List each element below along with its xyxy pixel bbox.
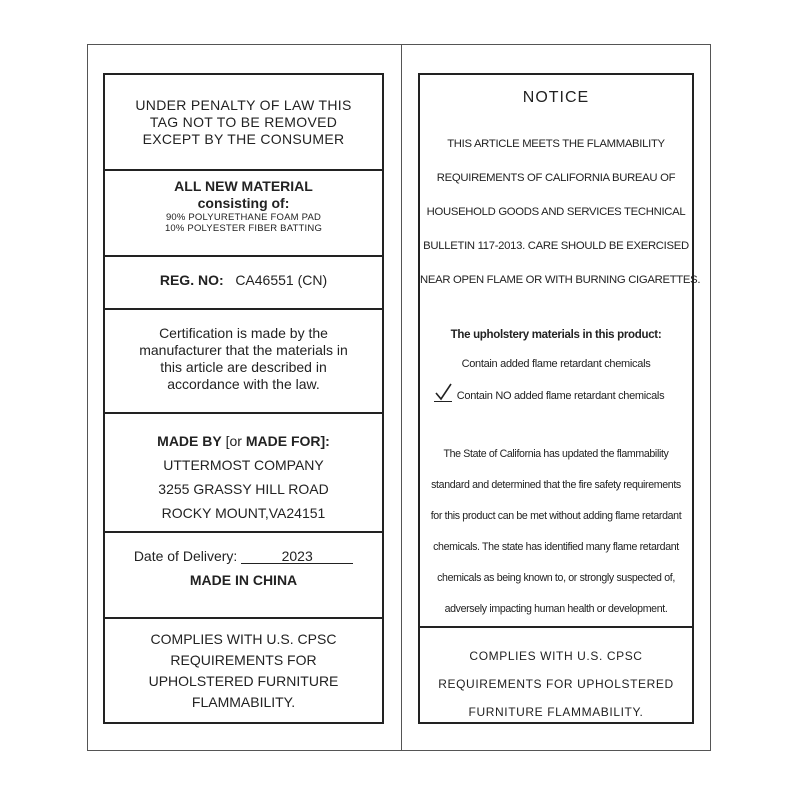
material-heading: ALL NEW MATERIAL: [174, 178, 313, 194]
reg-label: REG. NO:: [159, 272, 224, 288]
delivery-section: [105, 533, 382, 619]
notice-title: NOTICE: [522, 89, 590, 106]
state-line: adversely impacting human health or development.: [444, 603, 668, 615]
made-for-label: MADE FOR]:: [245, 433, 330, 449]
notice-section: [420, 75, 701, 628]
option-no-added-label: Contain NO added flame retardant chemicals: [456, 390, 665, 402]
state-line: chemicals as being known to, or strongly suspected of,: [437, 572, 675, 584]
material-item: 10% POLYESTER FIBER BATTING: [164, 223, 323, 234]
notice-compliance-section: [420, 628, 692, 722]
upholstery-heading: The upholstery materials in this product:: [450, 329, 662, 341]
checkbox-no-added: [434, 383, 452, 402]
made-by-label: MADE BY: [157, 433, 222, 449]
penalty-line: EXCEPT BY THE CONSUMER: [142, 131, 345, 147]
delivery-value: 2023: [241, 549, 353, 564]
penalty-line: UNDER PENALTY OF LAW THIS: [135, 97, 352, 113]
compliance-line: FURNITURE FLAMMABILITY.: [468, 705, 644, 719]
certification-line: accordance with the law.: [167, 376, 320, 392]
compliance-line: REQUIREMENTS FOR: [170, 652, 317, 668]
state-line: for this product can be met without adding flame retardant: [430, 510, 682, 522]
company-line: ROCKY MOUNT,VA24151: [161, 505, 326, 521]
penalty-section: [105, 75, 382, 171]
certification-line: this article are described in: [160, 359, 327, 375]
company-line: UTTERMOST COMPANY: [163, 457, 324, 473]
delivery-label: Date of Delivery:: [133, 548, 238, 564]
reg-value: CA46551 (CN): [235, 272, 328, 288]
check-mark-icon: [435, 383, 452, 401]
compliance-section: [105, 619, 382, 722]
notice-line: THIS ARTICLE MEETS THE FLAMMABILITY: [447, 138, 665, 150]
delivery-row: [105, 545, 382, 567]
option-added-chemicals: Contain added flame retardant chemicals: [461, 358, 651, 370]
consisting-label: consisting of:: [197, 195, 290, 211]
made-by-or: [or: [225, 433, 242, 449]
manufacturer-section: [105, 414, 382, 533]
notice-line: REQUIREMENTS OF CALIFORNIA BUREAU OF: [436, 172, 676, 184]
notice-body: [420, 127, 701, 297]
company-line: 3255 GRASSY HILL ROAD: [158, 481, 329, 497]
certification-line: manufacturer that the materials in: [139, 342, 348, 358]
compliance-line: FLAMMABILITY.: [191, 694, 296, 710]
state-line: chemicals. The state has identified many flame retardant: [433, 541, 679, 553]
notice-label-panel: [418, 73, 701, 724]
notice-line: BULLETIN 117-2013. CARE SHOULD BE EXERCISED: [423, 240, 689, 252]
compliance-line: COMPLIES WITH U.S. CPSC: [150, 631, 337, 647]
material-item: 90% POLYURETHANE FOAM PAD: [165, 212, 322, 223]
notice-line: HOUSEHOLD GOODS AND SERVICES TECHNICAL: [426, 206, 686, 218]
option-no-added-chemicals: [434, 383, 664, 402]
state-statement: [420, 439, 692, 625]
origin-text: MADE IN CHINA: [189, 572, 298, 588]
law-label-panel: [103, 73, 384, 724]
compliance-line: REQUIREMENTS FOR UPHOLSTERED: [438, 677, 674, 691]
material-section: [105, 171, 382, 257]
made-by-heading: [105, 429, 382, 453]
state-line: standard and determined that the fire safety requirements: [431, 479, 681, 491]
center-fold-line: [401, 44, 402, 751]
compliance-line: COMPLIES WITH U.S. CPSC: [469, 649, 643, 663]
penalty-line: TAG NOT TO BE REMOVED: [149, 114, 338, 130]
notice-line: NEAR OPEN FLAME OR WITH BURNING CIGARETTES.: [420, 274, 701, 286]
compliance-line: UPHOLSTERED FURNITURE: [148, 673, 339, 689]
registration-section: [105, 257, 382, 310]
certification-section: [105, 310, 382, 414]
state-line: The State of California has updated the flammability: [443, 448, 669, 460]
certification-line: Certification is made by the: [159, 325, 328, 341]
